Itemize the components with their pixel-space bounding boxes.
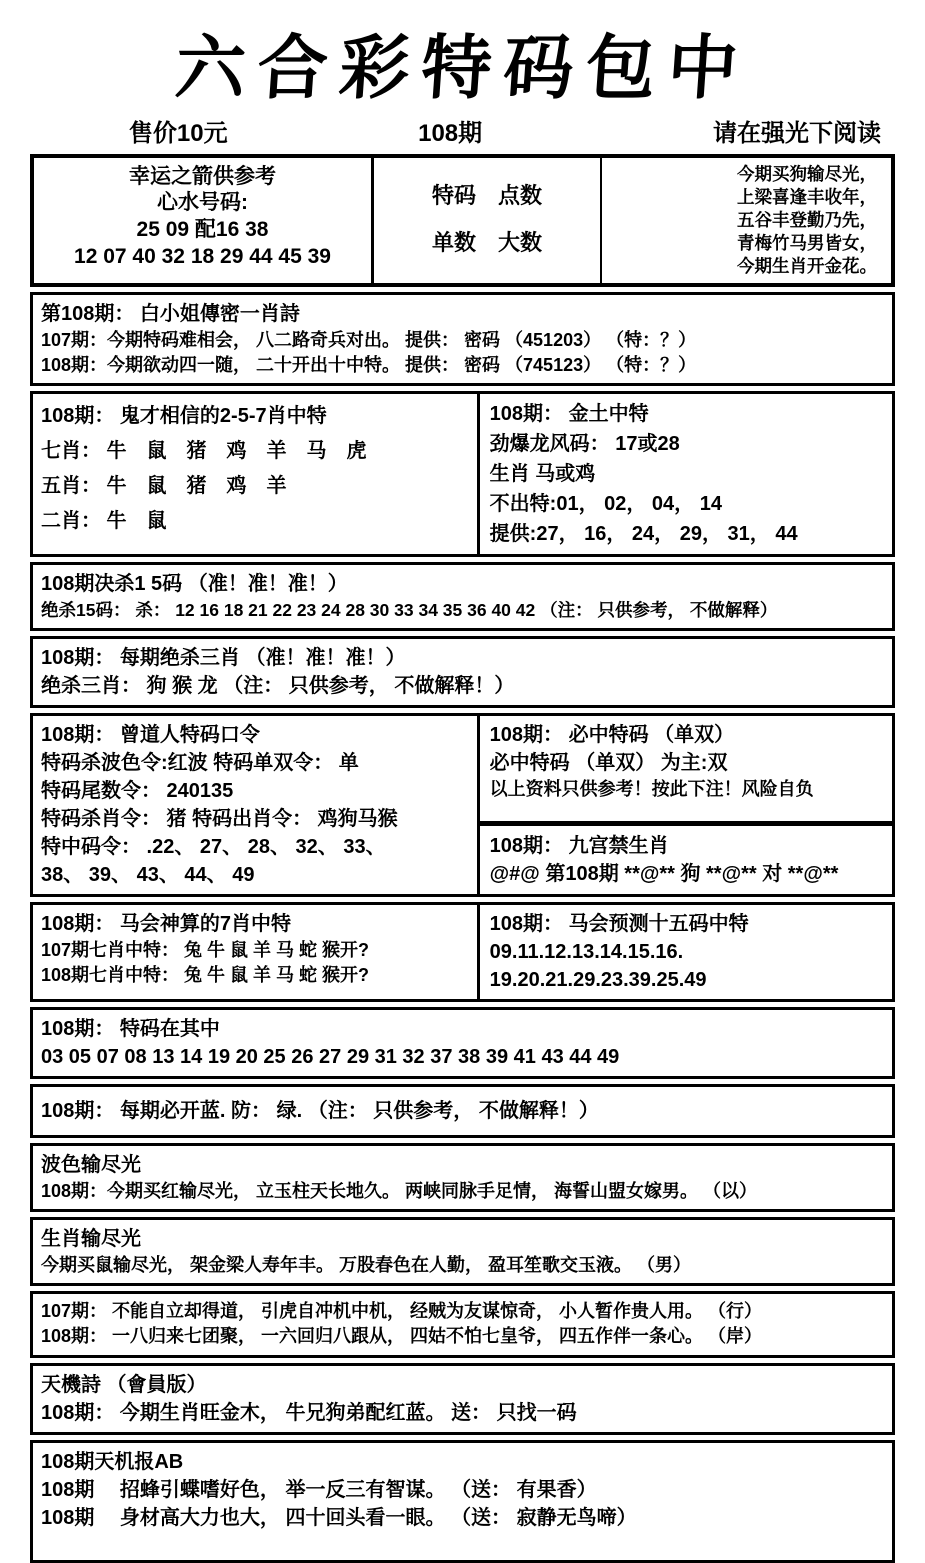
poem-line-2: 上梁喜逢丰收年， [737, 186, 877, 207]
tianji-ab-line-2: 108期 身材高大力也大， 四十回头看一眼。 （送： 寂静无鸟啼） [41, 1506, 637, 1529]
poem-line-3: 五谷丰登勤乃先， [737, 209, 877, 230]
blue-color-line: 108期： 每期必开蓝. 防： 绿. （注： 只供参考， 不做解释！） [41, 1099, 599, 1122]
excluded-numbers-line: 不出特:01， 02， 04， 14 [489, 493, 722, 516]
tianji-poem-title: 天機詩 （會員版） [41, 1373, 207, 1396]
nine-palace-line: @#@ 第108期 **@** 狗 **@** 对 **@** [489, 862, 839, 885]
zodiac-pick-box [30, 391, 895, 557]
nine-palace-box [480, 826, 892, 894]
two-xiao-line: 二肖： 牛 鼠 [41, 510, 167, 533]
nine-palace-title: 108期： 九宫禁生肖 [489, 834, 669, 857]
zodiac-poem-line: 今期买鼠输尽光， 架金梁人寿年丰。 万股春色在人勤， 盈耳笙歌交玉液。 （男） [41, 1255, 692, 1276]
zengdaoren-title: 108期： 曾道人特码口令 [41, 723, 260, 746]
special-code-line-2: 单数 大数 [431, 230, 542, 256]
kill-15-title: 108期决杀1 5码 （准！准！准！） [41, 573, 348, 596]
wave-color-poem-line: 108期：今期买红输尽光， 立玉柱天长地久。 两峡同脉手足情， 海誓山盟女嫁男。 （以） [41, 1180, 758, 1201]
page-title: 六合彩特码包中 [172, 29, 753, 107]
wave-color-command: 特码杀波色令:红波 特码单双令： 单 [41, 751, 359, 774]
poem-line-4: 青梅竹马男皆女， [737, 232, 877, 253]
provided-numbers-line: 提供:27， 16， 24， 29， 31， 44 [489, 523, 798, 546]
issue-number-label: 108期 [418, 119, 483, 147]
seven-xiao-107: 107期七肖中特： 兔 牛 鼠 羊 马 蛇 猴开? [41, 939, 370, 960]
lucky-left-line-4: 12 07 40 32 18 29 44 45 39 [74, 245, 331, 269]
reading-notice-label: 请在强光下阅读 [713, 119, 881, 147]
code-among-box [30, 1007, 895, 1079]
kill-15-numbers: 绝杀15码： 杀： 12 16 18 21 22 23 24 28 30 33 34 35 36 40 42 （注： 只供参考， 不做解释） [41, 600, 778, 621]
zodiac-horse-chicken-line: 生肖 马或鸡 [489, 463, 596, 486]
secret-title: 第108期： 白小姐傳密一肖詩 [41, 302, 300, 325]
lucky-arrow-box [30, 154, 895, 287]
tail-number-command: 特码尾数令： 240135 [41, 779, 234, 802]
seven-xiao-prediction-column [33, 905, 480, 999]
lucky-left-line-3: 25 09 配16 38 [136, 218, 269, 242]
special-code-column [374, 158, 602, 283]
gold-earth-title: 108期： 金土中特 [489, 403, 649, 426]
kill-3-title: 108期： 每期绝杀三肖 （准！准！准！） [41, 646, 406, 669]
tianji-poem-line: 108期： 今期生肖旺金木， 牛兄狗弟配红蓝。 送： 只找一码 [41, 1401, 577, 1424]
secret-poem-box [30, 292, 895, 386]
tianji-ab-line-1: 108期 招蜂引蝶嗜好色， 举一反三有智谋。 （送： 有果香） [41, 1478, 597, 1501]
must-hit-title: 108期： 必中特码 （单双） [489, 723, 735, 746]
dragon-phoenix-line: 劲爆龙风码： 17或28 [489, 433, 680, 456]
zodiac-257-title: 108期： 鬼才相信的2-5-7肖中特 [41, 405, 327, 428]
wave-color-poem-title: 波色输尽光 [41, 1153, 141, 1176]
must-hit-box [480, 716, 892, 826]
code-among-numbers: 03 05 07 08 13 14 19 20 25 26 27 29 31 32 37 38 39 41 43 44 49 [41, 1045, 620, 1068]
tianji-poem-box [30, 1363, 895, 1435]
gold-earth-column [480, 394, 892, 554]
kill-15-box [30, 562, 895, 631]
blue-color-box [30, 1084, 895, 1138]
seven-xiao-108: 108期七肖中特： 兔 牛 鼠 羊 马 蛇 猴开? [41, 965, 370, 986]
wave-color-poem-box [30, 1143, 895, 1212]
verse-line-108: 108期： 一八归来七团聚， 一六回归八跟从， 四姑不怕七皇爷， 四五作伴一条心。 （岸） [41, 1326, 763, 1347]
must-hit-main: 必中特码 （单双） 为主:双 [489, 751, 728, 774]
hit-code-command-1: 特中码令： .22、 27、 28、 32、 33、 [41, 835, 386, 858]
prediction-box [30, 902, 895, 1002]
verse-box [30, 1291, 895, 1357]
code-among-title: 108期： 特码在其中 [41, 1017, 220, 1040]
command-right-column [480, 716, 892, 894]
hit-code-command-2: 38、 39、 43、 44、 49 [41, 863, 255, 886]
fifteen-code-line-1: 09.11.12.13.14.15.16. [489, 940, 684, 963]
zodiac-257-column [33, 394, 480, 554]
poem-line-1: 今期买狗输尽光， [737, 163, 877, 184]
zodiac-poem-box [30, 1217, 895, 1286]
kill-xiao-command: 特码杀肖令： 猪 特码出肖令： 鸡狗马猴 [41, 807, 398, 830]
verse-line-107: 107期： 不能自立却得道， 引虎自冲机中机， 经贼为友谋惊奇， 小人暂作贵人用。 （行） [41, 1301, 763, 1322]
fifteen-code-title: 108期： 马会预测十五码中特 [489, 912, 749, 935]
kill-3-zodiac-box [30, 636, 895, 708]
lucky-left-line-1: 幸运之箭供参考 [129, 164, 276, 188]
zengdaoren-column [33, 716, 480, 894]
must-hit-disclaimer: 以上资料只供参考！按此下注！风险自负 [489, 778, 814, 799]
lucky-numbers-column [34, 158, 374, 283]
kill-3-zodiacs: 绝杀三肖： 狗 猴 龙 （注： 只供参考， 不做解释！） [41, 674, 515, 697]
fifteen-code-prediction-column [480, 905, 892, 999]
special-code-line-1: 特码 点数 [431, 183, 542, 209]
seven-xiao-prediction-title: 108期： 马会神算的7肖中特 [41, 912, 292, 935]
secret-line-107: 107期：今期特码难相会， 八二路奇兵对出。 提供： 密码 （451203） （特：？） [41, 329, 697, 350]
seven-xiao-line: 七肖： 牛 鼠 猪 鸡 羊 马 虎 [41, 440, 367, 463]
fifteen-code-line-2: 19.20.21.29.23.39.25.49 [489, 968, 707, 991]
five-xiao-line: 五肖： 牛 鼠 猪 鸡 羊 [41, 475, 287, 498]
command-box [30, 713, 895, 897]
tianji-ab-box [30, 1440, 895, 1563]
tianji-ab-title: 108期天机报AB [41, 1450, 184, 1473]
secret-line-108: 108期：今期欲动四一随， 二十开出十中特。 提供： 密码 （745123） （特：？） [41, 355, 697, 376]
zodiac-poem-title: 生肖输尽光 [41, 1228, 141, 1251]
poem-line-5: 今期生肖开金花。 [737, 255, 877, 276]
poem-column [602, 158, 891, 283]
lucky-left-line-2: 心水号码: [157, 191, 248, 215]
subtitle-row [30, 113, 895, 148]
price-label: 售价10元 [128, 119, 228, 147]
